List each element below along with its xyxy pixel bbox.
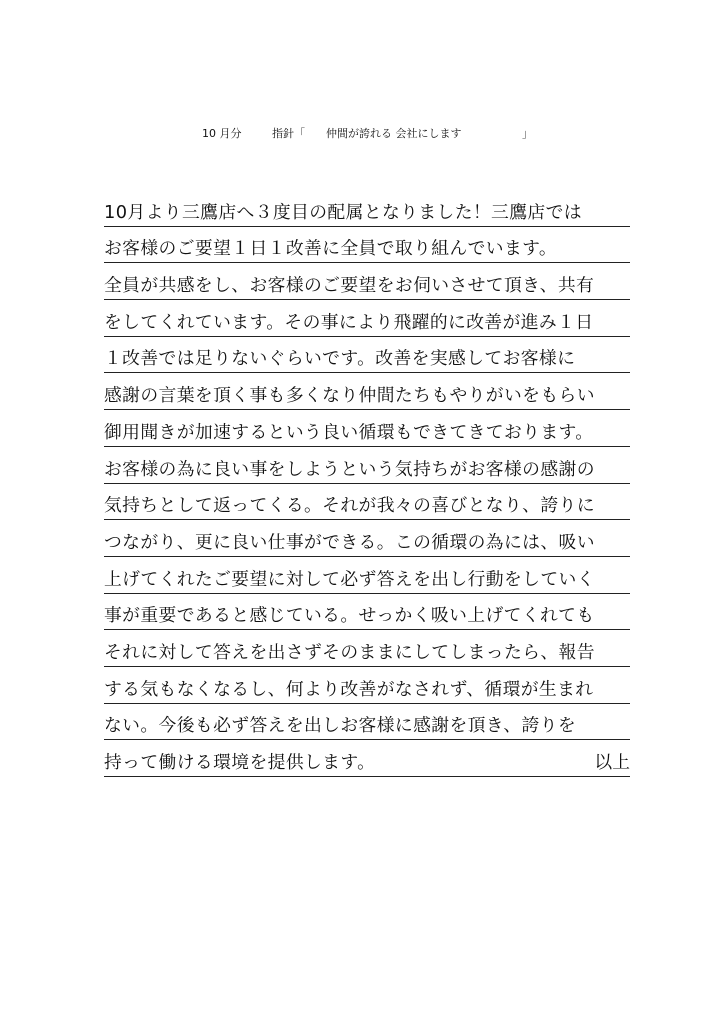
body-line-text: 持って働ける環境を提供します。 — [104, 752, 376, 773]
body-line-last — [104, 740, 630, 777]
body-line-text: 御用聞きが加速するという良い循環もできてきております。 — [104, 421, 594, 443]
body-line — [104, 484, 630, 521]
body-line — [104, 300, 630, 337]
header-month: 10 月分 — [202, 127, 242, 140]
body-line — [104, 557, 630, 594]
body-line-text: 全員が共感をし、お客様のご要望をお伺いさせて頂き、共有 — [104, 275, 595, 297]
body-line-text: 気持ちとして返ってくる。それが我々の喜びとなり、誇りに — [104, 495, 595, 517]
body-line-text: 感謝の言葉を頂く事も多くなり仲間たちもやりがいをもらい — [104, 385, 595, 407]
body-line — [104, 337, 630, 374]
body-line — [104, 227, 630, 264]
body-line — [104, 447, 630, 484]
header-slogan: 仲間が誇れる 会社にします — [326, 127, 462, 140]
body-line-text: つながり、更に良い仕事ができる。この循環の為には、吸い — [104, 531, 595, 553]
body-line-text: お客様の為に良い事をしようという気持ちがお客様の感謝の — [104, 458, 595, 480]
body-line — [104, 594, 630, 631]
header-close-bracket: 」 — [522, 127, 533, 140]
body-line-text: ない。今後も必ず答えを出しお客様に感謝を頂き、誇りを — [104, 715, 577, 737]
closing-word: 以上 — [594, 752, 630, 773]
body-line-text: 事が重要であると感じている。せっかく吸い上げてくれても — [104, 605, 595, 627]
body-line — [104, 520, 630, 557]
header-policy-label: 指針「 — [272, 127, 305, 140]
header — [0, 124, 724, 144]
body-line-text: をしてくれています。その事により飛躍的に改善が進み１日 — [104, 311, 594, 333]
body-text — [104, 190, 630, 777]
body-line — [104, 373, 630, 410]
body-line-text: お客様のご要望１日１改善に全員で取り組んでいます。 — [104, 238, 558, 260]
body-line-text: それに対して答えを出さずそのままにしてしまったら、報告 — [104, 641, 595, 663]
body-line — [104, 630, 630, 667]
body-line — [104, 410, 630, 447]
body-line-text: 10月より三鷹店へ３度目の配属となりました！三鷹店では — [104, 201, 582, 223]
body-line — [104, 667, 630, 704]
body-line — [104, 190, 630, 227]
body-line-text: 上げてくれたご要望に対して必ず答えを出し行動をしていく — [104, 568, 595, 590]
body-line — [104, 263, 630, 300]
body-line-text: する気もなくなるし、何より改善がなされず、循環が生まれ — [104, 678, 594, 700]
body-line-text: １改善では足りないぐらいです。改善を実感してお客様に — [104, 348, 576, 370]
body-line — [104, 704, 630, 741]
